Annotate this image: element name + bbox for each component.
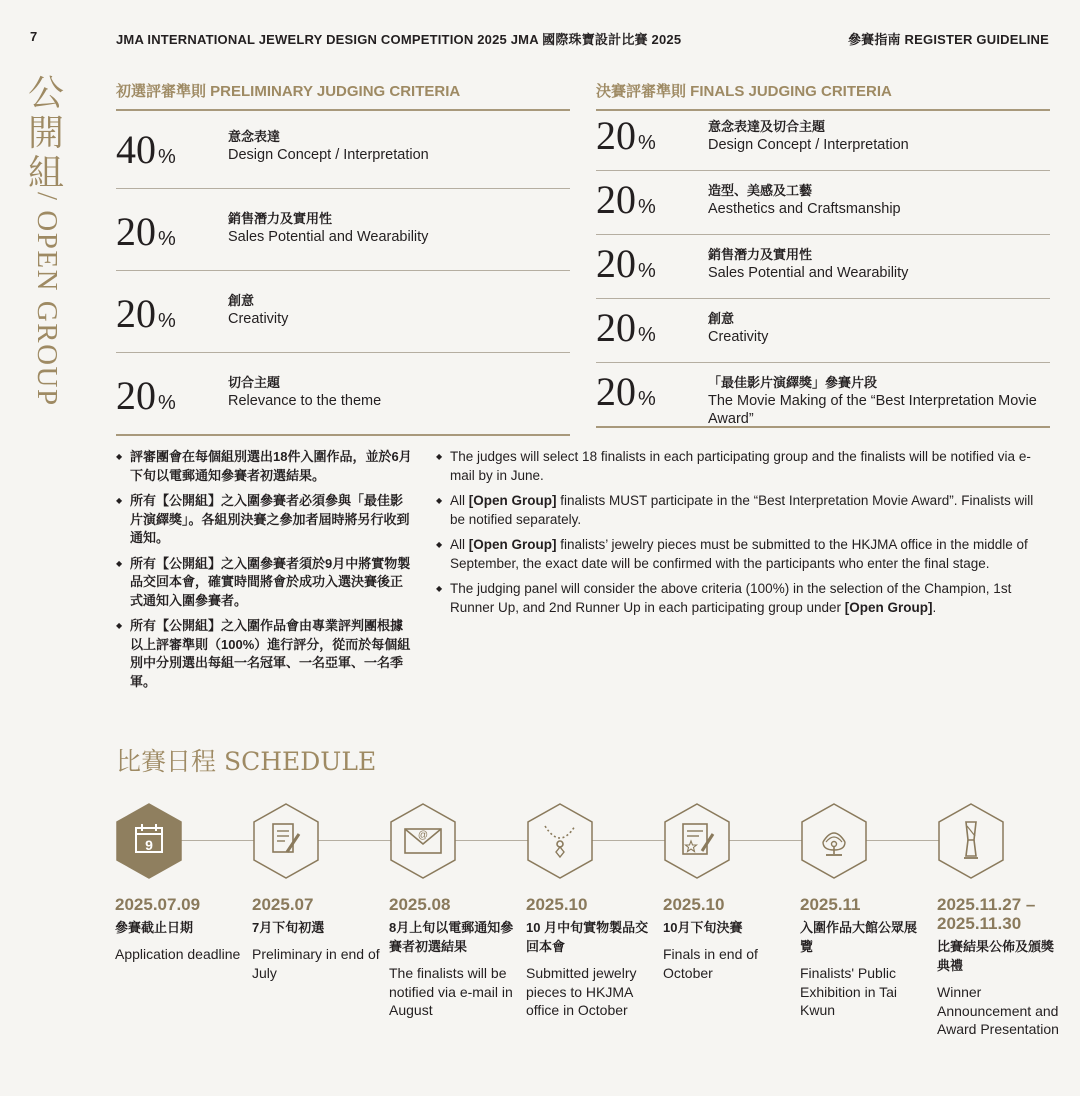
criteria-text (708, 374, 1048, 428)
schedule-item (115, 895, 243, 964)
trophy-icon (936, 802, 1006, 880)
finals-criteria-title: 決賽評審準則 FINALS JUDGING CRITERIA (596, 80, 1050, 111)
criteria-label-en: Sales Potential and Wearability (708, 265, 909, 281)
criteria-label-zh: 創意 (228, 293, 255, 308)
note-item-en: ◆ The judging panel will consider the above criteria (100%) in the selection of the Champion, 1st Runner Up, and 2nd Runner Up in each participating group under [Open Group]. (436, 580, 1040, 617)
schedule-date: 2025.10 (663, 895, 725, 914)
side-title-zh (26, 74, 66, 194)
criteria-percent-value: 40 (116, 127, 156, 172)
percent-sign: % (158, 228, 176, 250)
calendar-icon (114, 802, 184, 880)
header-title: JMA INTERNATIONAL JEWELRY DESIGN COMPETITION 2025 JMA 國際珠寶設計比賽 2025 (116, 32, 682, 47)
criteria-label-en: The Movie Making of the “Best Interpretation Movie Award” (708, 393, 1037, 427)
note-item-zh: ◆ 所有【公開組】之入圍參賽者必須參與「最佳影片演繹獎」。各組別決賽之參加者屆時將另行收到通知。 (116, 492, 414, 548)
schedule-item (800, 895, 928, 1020)
criteria-percent-value: 20 (116, 373, 156, 418)
schedule-label-zh: 10 月中旬實物製品交回本會 (526, 920, 649, 954)
note-item-en: ◆ The judges will select 18 finalists in each participating group and the finalists will be notified via e-mail by in June. (436, 448, 1040, 485)
note-item-en: ◆ All [Open Group] finalists’ jewelry pieces must be submitted to the HKJMA office in the middle of September, the exact date will be confirmed with the participants who enter the final stage. (436, 536, 1040, 573)
criteria-label-en: Aesthetics and Craftsmanship (708, 201, 901, 217)
page-number: 7 (30, 29, 38, 44)
schedule-date: 2025.10 (526, 895, 588, 914)
criteria-text (708, 246, 1048, 282)
criteria-percent (116, 291, 176, 341)
schedule-item (937, 895, 1065, 1039)
schedule-label-en: The finalists will be notified via e-mail in August (389, 965, 513, 1018)
schedule-label-zh: 7月下旬初選 (252, 920, 325, 935)
criteria-percent (116, 127, 176, 177)
criteria-label-zh: 意念表達 (228, 129, 281, 144)
criteria-row (596, 362, 1050, 428)
criteria-row (116, 352, 570, 436)
criteria-label-zh: 創意 (708, 311, 735, 326)
criteria-percent-value: 20 (116, 291, 156, 336)
schedule-label-en: Application deadline (115, 946, 241, 962)
schedule-item (389, 895, 517, 1020)
document-pen-icon (251, 802, 321, 880)
criteria-percent (116, 373, 176, 423)
schedule-title: 比賽日程 SCHEDULE (116, 747, 377, 776)
svg-text:9: 9 (145, 837, 153, 853)
schedule-date: 2025.07 (252, 895, 314, 914)
schedule-item (663, 895, 791, 982)
criteria-percent (596, 305, 656, 355)
schedule-label-zh: 比賽結果公佈及頒獎典禮 (937, 939, 1055, 973)
email-envelope-icon (388, 802, 458, 880)
header-section: 參賽指南 REGISTER GUIDELINE (847, 32, 1049, 47)
schedule-label-zh: 入圍作品大館公眾展覽 (800, 920, 918, 954)
percent-sign: % (638, 260, 656, 282)
schedule-label-en: Submitted jewelry pieces to HKJMA office in October (526, 965, 637, 1018)
schedule-date: 2025.11.27 – 2025.11.30 (937, 895, 1036, 933)
notes-zh (116, 448, 414, 698)
side-title-en: / OPEN GROUP (31, 192, 63, 407)
criteria-label-zh: 銷售潛力及實用性 (228, 211, 333, 226)
criteria-row (116, 188, 570, 271)
criteria-percent (596, 177, 656, 227)
note-item-zh: ◆ 評審團會在每個組別選出18件入圍作品，並於6月下旬以電郵通知參賽者初選結果。 (116, 448, 414, 485)
criteria-label-zh: 切合主題 (228, 375, 281, 390)
percent-sign: % (158, 392, 176, 414)
side-title-char: 公 (27, 73, 64, 114)
schedule-item (252, 895, 380, 982)
criteria-percent-value: 20 (596, 241, 636, 286)
criteria-percent (116, 209, 176, 259)
criteria-label-en: Creativity (228, 311, 289, 327)
preliminary-criteria-title: 初選評審準則 PRELIMINARY JUDGING CRITERIA (116, 80, 570, 111)
certificate-star-icon (662, 802, 732, 880)
criteria-text (228, 374, 568, 410)
percent-sign: % (158, 310, 176, 332)
schedule-label-en: Winner Announcement and Award Presentation (937, 984, 1059, 1037)
schedule-item (526, 895, 654, 1020)
schedule-label-zh: 10月下旬決賽 (663, 920, 743, 935)
criteria-label-en: Relevance to the theme (228, 393, 382, 409)
criteria-percent-value: 20 (596, 305, 636, 350)
necklace-icon (525, 802, 595, 880)
criteria-row (116, 106, 570, 189)
schedule-date: 2025.11 (800, 895, 861, 914)
svg-text:@: @ (417, 830, 429, 841)
criteria-text (708, 118, 1048, 154)
schedule-label-en: Preliminary in end of July (252, 946, 380, 981)
criteria-percent (596, 113, 656, 163)
notes-en (436, 448, 1040, 624)
criteria-label-zh: 「最佳影片演繹獎」參賽片段 (708, 375, 878, 390)
schedule-label-en: Finals in end of October (663, 946, 758, 981)
criteria-label-en: Design Concept / Interpretation (228, 147, 429, 163)
side-title-char: 組 (27, 153, 64, 194)
schedule-label-zh: 參賽截止日期 (115, 920, 194, 935)
criteria-text (228, 210, 568, 246)
percent-sign: % (638, 388, 656, 410)
criteria-text (708, 310, 1048, 346)
criteria-percent-value: 20 (596, 177, 636, 222)
criteria-label-en: Design Concept / Interpretation (708, 137, 909, 153)
criteria-percent (596, 241, 656, 291)
criteria-row (116, 270, 570, 353)
note-item-zh: ◆ 所有【公開組】之入圍作品會由專業評判團根據以上評審準則（100%）進行評分，從而於每個組別中分別選出每組一名冠軍、一名亞軍、一名季軍。 (116, 617, 414, 691)
criteria-percent (596, 369, 656, 419)
percent-sign: % (638, 196, 656, 218)
criteria-percent-value: 20 (116, 209, 156, 254)
jewelry-display-icon (799, 802, 869, 880)
schedule-date: 2025.07.09 (115, 895, 201, 914)
criteria-text (228, 292, 568, 328)
side-title-char: 開 (27, 113, 64, 154)
criteria-label-zh: 造型、美感及工藝 (708, 183, 813, 198)
note-item-zh: ◆ 所有【公開組】之入圍參賽者須於9月中將實物製品交回本會，確實時間將會於成功入選決賽後正式通知入圍參賽者。 (116, 555, 414, 611)
criteria-text (228, 128, 568, 164)
percent-sign: % (638, 324, 656, 346)
criteria-label-zh: 意念表達及切合主題 (708, 119, 826, 134)
criteria-row (596, 106, 1050, 171)
percent-sign: % (158, 146, 176, 168)
criteria-label-en: Creativity (708, 329, 769, 345)
criteria-text (708, 182, 1048, 218)
criteria-label-zh: 銷售潛力及實用性 (708, 247, 813, 262)
criteria-row (596, 170, 1050, 235)
criteria-row (596, 234, 1050, 299)
percent-sign: % (638, 132, 656, 154)
schedule-label-zh: 8月上旬以電郵通知參賽者初選結果 (389, 920, 514, 954)
schedule-date: 2025.08 (389, 895, 451, 914)
criteria-label-en: Sales Potential and Wearability (228, 229, 429, 245)
note-item-en: ◆ All [Open Group] finalists MUST participate in the “Best Interpretation Movie Award”. Finalists will be notified separately. (436, 492, 1040, 529)
schedule-label-en: Finalists' Public Exhibition in Tai Kwun (800, 965, 898, 1018)
criteria-percent-value: 20 (596, 113, 636, 158)
criteria-percent-value: 20 (596, 369, 636, 414)
criteria-row (596, 298, 1050, 363)
